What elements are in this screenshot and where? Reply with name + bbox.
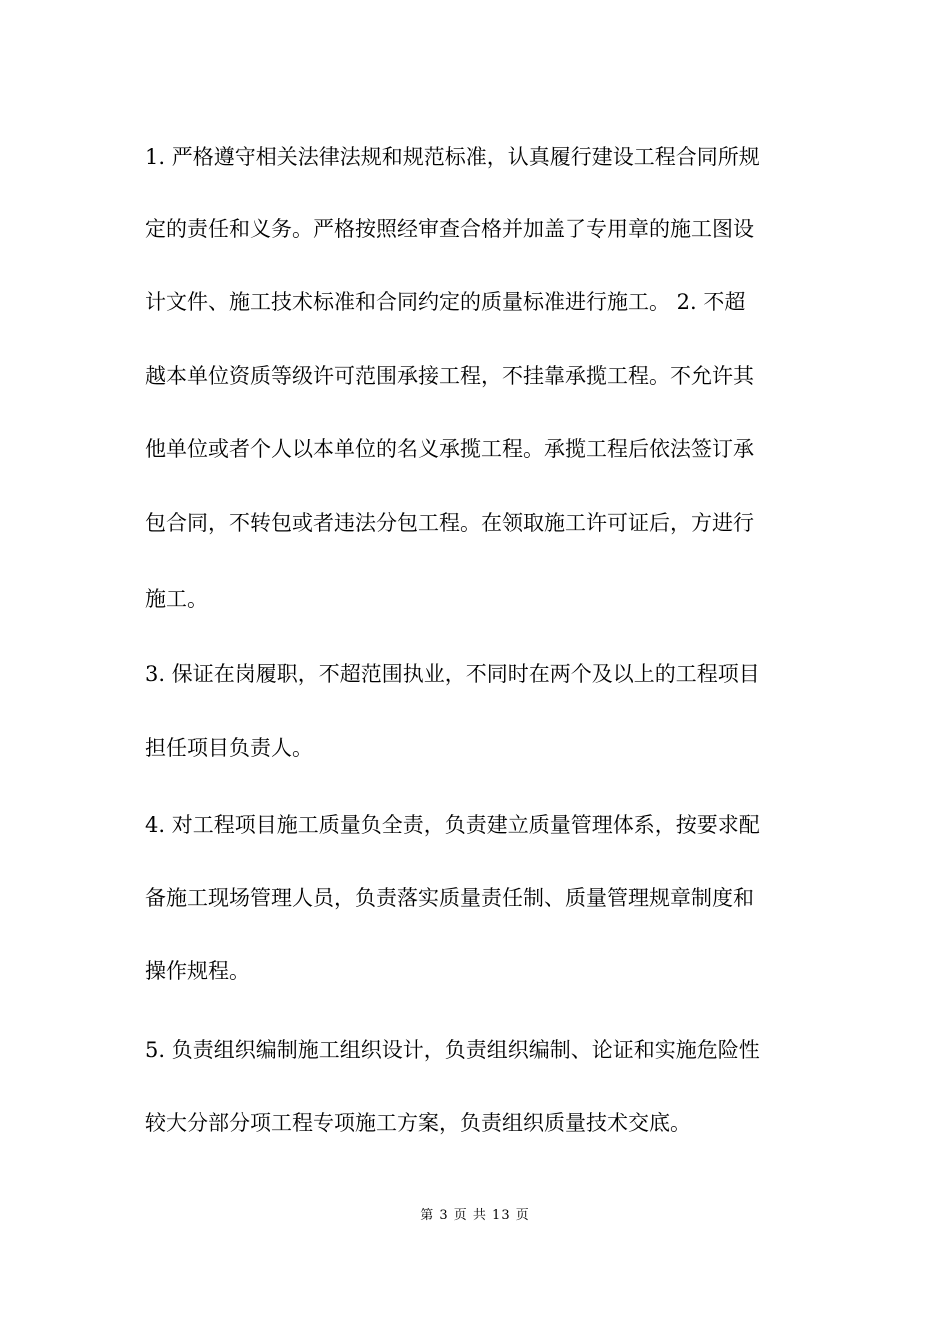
text-line: 越本单位资质等级许可范围承接工程，不挂靠承揽工程。不允许其 xyxy=(145,364,754,388)
text-line: 施工。 xyxy=(145,587,208,611)
text-line: 3. 保证在岗履职，不超范围执业，不同时在两个及以上的工程项目 xyxy=(145,662,760,686)
text-line: 担任项目负责人。 xyxy=(145,736,313,760)
text-line: 包合同，不转包或者违法分包工程。在领取施工许可证后，方进行 xyxy=(145,511,754,535)
text-line: 操作规程。 xyxy=(145,959,250,983)
text-line: 定的责任和义务。严格按照经审查合格并加盖了专用章的施工图设 xyxy=(145,217,754,241)
text-line: 备施工现场管理人员，负责落实质量责任制、质量管理规章制度和 xyxy=(145,886,754,910)
text-line: 计文件、施工技术标准和合同约定的质量标准进行施工。 2. 不超 xyxy=(145,290,746,314)
text-line: 1. 严格遵守相关法律法规和规范标准，认真履行建设工程合同所规 xyxy=(145,145,760,169)
text-line: 较大分部分项工程专项施工方案，负责组织质量技术交底。 xyxy=(145,1111,691,1135)
page-footer: 第 3 页 共 13 页 xyxy=(420,1208,530,1223)
text-line: 4. 对工程项目施工质量负全责，负责建立质量管理体系，按要求配 xyxy=(145,813,760,837)
text-line: 5. 负责组织编制施工组织设计，负责组织编制、论证和实施危险性 xyxy=(145,1038,760,1062)
text-line: 他单位或者个人以本单位的名义承揽工程。承揽工程后依法签订承 xyxy=(145,437,754,461)
